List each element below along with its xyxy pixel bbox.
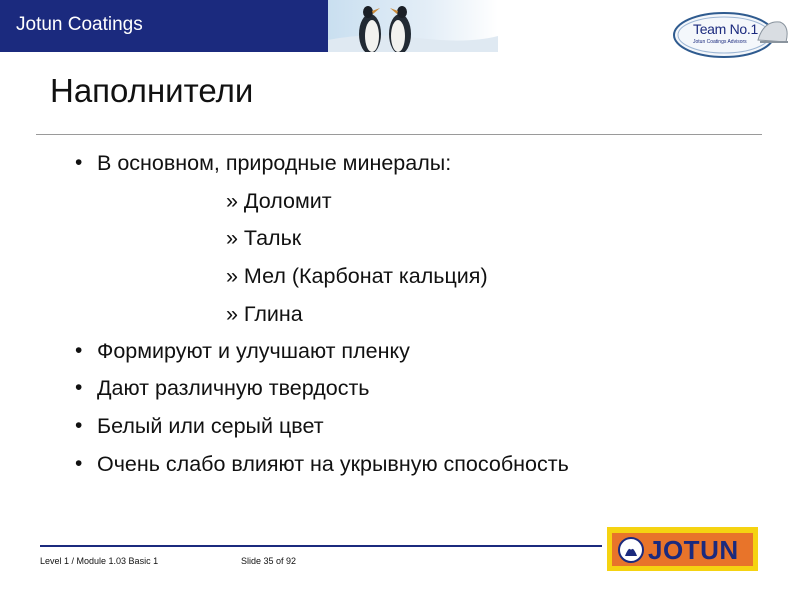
- footer-slide-number: Slide 35 of 92: [241, 556, 297, 566]
- bullet-item: В основном, природные минералы:: [97, 151, 452, 175]
- title-divider: [36, 134, 762, 135]
- bullet-item: Формируют и улучшают пленку: [97, 339, 410, 363]
- bullet-item: Дают различную твердость: [97, 376, 370, 400]
- bullet-marker: •: [75, 452, 83, 475]
- bullet-item: Белый или серый цвет: [97, 414, 324, 438]
- sub-item: » Тальк: [226, 226, 302, 250]
- bullet-marker: •: [75, 414, 83, 437]
- brand-name: Jotun Coatings: [16, 14, 143, 35]
- sub-item: » Мел (Карбонат кальция): [226, 264, 488, 288]
- jotun-logo-panel: [612, 533, 753, 566]
- penguins-image: [328, 0, 498, 52]
- bullet-item: Очень слабо влияют на укрывную способность: [97, 452, 569, 476]
- bullet-marker: •: [75, 376, 83, 399]
- bullet-marker: •: [75, 151, 83, 174]
- jotun-logo: [607, 527, 758, 571]
- team-subtitle: Jotun Coatings Advisors: [693, 39, 747, 45]
- sub-item: » Доломит: [226, 189, 332, 213]
- penguins-photo: [328, 0, 498, 52]
- footer-module: Level 1 / Module 1.03 Basic 1: [40, 556, 159, 566]
- jotun-emblem-icon: [617, 536, 645, 564]
- brand-bar: [0, 0, 328, 52]
- team-title: Team No.1: [693, 21, 758, 37]
- bullet-marker: •: [75, 339, 83, 362]
- sub-item: » Глина: [226, 302, 303, 326]
- jotun-logo-text: JOTUN: [648, 535, 739, 565]
- footer-divider: [40, 545, 602, 547]
- slide-title: Наполнители: [50, 72, 254, 109]
